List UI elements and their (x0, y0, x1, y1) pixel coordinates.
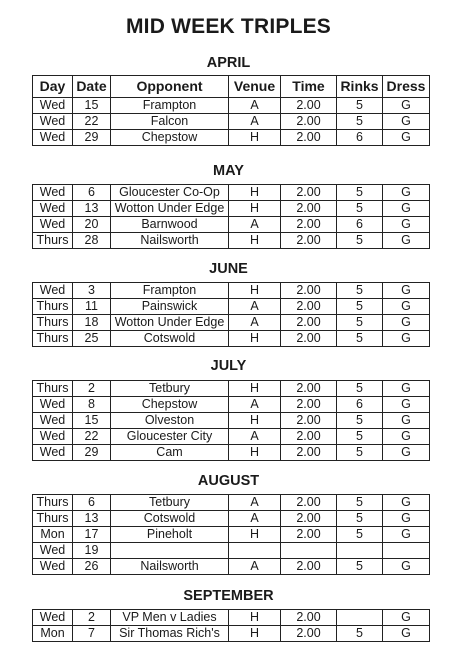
cell-time: 2.00 (281, 397, 337, 413)
cell-dress: G (383, 495, 430, 511)
cell-opponent: Tetbury (111, 381, 229, 397)
schedule-table-august (32, 494, 430, 575)
cell-time: 2.00 (281, 283, 337, 299)
cell-opponent: Falcon (111, 114, 229, 130)
cell-rinks: 5 (337, 98, 383, 114)
cell-venue: H (229, 283, 281, 299)
cell-venue: H (229, 130, 281, 146)
schedule-table-september (32, 609, 430, 642)
cell-day: Wed (33, 185, 73, 201)
cell-venue: A (229, 299, 281, 315)
cell-day: Thurs (33, 495, 73, 511)
cell-venue: H (229, 201, 281, 217)
cell-rinks: 5 (337, 626, 383, 642)
month-heading-july: JULY (210, 358, 247, 374)
cell-dress: G (383, 283, 430, 299)
cell-day: Thurs (33, 331, 73, 347)
cell-rinks: 5 (337, 283, 383, 299)
cell-day: Wed (33, 98, 73, 114)
header-rinks: Rinks (337, 76, 383, 98)
month-heading-september: SEPTEMBER (183, 588, 274, 604)
cell-dress: G (383, 233, 430, 249)
table-row (33, 610, 430, 626)
cell-day: Wed (33, 114, 73, 130)
cell-date: 3 (73, 283, 111, 299)
table-row (33, 185, 430, 201)
table-row (33, 429, 430, 445)
cell-venue: A (229, 495, 281, 511)
table-row (33, 217, 430, 233)
cell-opponent: Barnwood (111, 217, 229, 233)
cell-day: Wed (33, 130, 73, 146)
cell-date: 6 (73, 185, 111, 201)
cell-day: Thurs (33, 511, 73, 527)
cell-date: 22 (73, 429, 111, 445)
cell-opponent: Sir Thomas Rich's (111, 626, 229, 642)
cell-rinks: 5 (337, 429, 383, 445)
cell-dress: G (383, 511, 430, 527)
cell-rinks: 6 (337, 130, 383, 146)
cell-day: Wed (33, 559, 73, 575)
table-row (33, 233, 430, 249)
cell-rinks: 6 (337, 397, 383, 413)
cell-dress: G (383, 445, 430, 461)
header-day: Day (33, 76, 73, 98)
table-row (33, 114, 430, 130)
cell-venue: A (229, 511, 281, 527)
cell-day: Wed (33, 445, 73, 461)
cell-date: 13 (73, 511, 111, 527)
cell-day: Wed (33, 283, 73, 299)
cell-opponent: Chepstow (111, 130, 229, 146)
cell-rinks (337, 543, 383, 559)
cell-time (281, 543, 337, 559)
cell-dress: G (383, 559, 430, 575)
cell-dress: G (383, 413, 430, 429)
cell-rinks: 5 (337, 331, 383, 347)
cell-time: 2.00 (281, 381, 337, 397)
cell-time: 2.00 (281, 201, 337, 217)
cell-rinks: 5 (337, 527, 383, 543)
cell-date: 15 (73, 413, 111, 429)
cell-rinks: 5 (337, 185, 383, 201)
cell-time: 2.00 (281, 495, 337, 511)
cell-time: 2.00 (281, 130, 337, 146)
cell-dress: G (383, 315, 430, 331)
cell-venue: A (229, 559, 281, 575)
cell-rinks: 5 (337, 315, 383, 331)
cell-venue: A (229, 315, 281, 331)
cell-date: 6 (73, 495, 111, 511)
cell-time: 2.00 (281, 626, 337, 642)
table-row (33, 397, 430, 413)
cell-day: Wed (33, 413, 73, 429)
cell-opponent: Olveston (111, 413, 229, 429)
cell-dress: G (383, 217, 430, 233)
table-row (33, 495, 430, 511)
cell-time: 2.00 (281, 413, 337, 429)
cell-venue: H (229, 185, 281, 201)
cell-day: Mon (33, 626, 73, 642)
cell-rinks: 5 (337, 511, 383, 527)
cell-opponent: Gloucester Co-Op (111, 185, 229, 201)
cell-day: Thurs (33, 299, 73, 315)
cell-venue: H (229, 233, 281, 249)
schedule-table-april (32, 75, 430, 146)
table-row (33, 413, 430, 429)
cell-date: 8 (73, 397, 111, 413)
cell-opponent: Cotswold (111, 331, 229, 347)
cell-dress: G (383, 299, 430, 315)
schedule-table-may (32, 184, 430, 249)
cell-opponent: Nailsworth (111, 233, 229, 249)
cell-rinks: 5 (337, 559, 383, 575)
cell-date: 25 (73, 331, 111, 347)
cell-venue: A (229, 98, 281, 114)
cell-dress (383, 543, 430, 559)
cell-day: Wed (33, 429, 73, 445)
cell-rinks: 5 (337, 201, 383, 217)
page-title: MID WEEK TRIPLES (125, 15, 332, 38)
table-row (33, 543, 430, 559)
cell-rinks: 5 (337, 445, 383, 461)
cell-rinks: 5 (337, 495, 383, 511)
header-date: Date (73, 76, 111, 98)
table-header-row (33, 76, 430, 98)
cell-time: 2.00 (281, 98, 337, 114)
cell-date: 13 (73, 201, 111, 217)
cell-dress: G (383, 331, 430, 347)
cell-dress: G (383, 114, 430, 130)
cell-time: 2.00 (281, 299, 337, 315)
cell-venue: H (229, 626, 281, 642)
schedule-table-july (32, 380, 430, 461)
cell-day: Wed (33, 543, 73, 559)
table-row (33, 283, 430, 299)
cell-opponent: Chepstow (111, 397, 229, 413)
table-row (33, 130, 430, 146)
cell-opponent: Cotswold (111, 511, 229, 527)
header-dress: Dress (383, 76, 430, 98)
cell-time: 2.00 (281, 331, 337, 347)
cell-time: 2.00 (281, 527, 337, 543)
table-row (33, 331, 430, 347)
schedule-table-june (32, 282, 430, 347)
cell-opponent: Gloucester City (111, 429, 229, 445)
cell-rinks: 5 (337, 233, 383, 249)
cell-time: 2.00 (281, 185, 337, 201)
cell-date: 2 (73, 610, 111, 626)
cell-date: 7 (73, 626, 111, 642)
cell-dress: G (383, 626, 430, 642)
cell-rinks (337, 610, 383, 626)
cell-date: 29 (73, 130, 111, 146)
cell-venue: H (229, 610, 281, 626)
cell-time: 2.00 (281, 217, 337, 233)
cell-day: Mon (33, 527, 73, 543)
cell-dress: G (383, 397, 430, 413)
month-heading-april: APRIL (206, 55, 251, 71)
cell-rinks: 5 (337, 114, 383, 130)
cell-day: Wed (33, 217, 73, 233)
month-heading-august: AUGUST (197, 473, 260, 489)
table-row (33, 201, 430, 217)
table-row (33, 381, 430, 397)
cell-time: 2.00 (281, 114, 337, 130)
cell-day: Wed (33, 610, 73, 626)
month-heading-june: JUNE (209, 261, 248, 277)
cell-dress: G (383, 429, 430, 445)
cell-date: 19 (73, 543, 111, 559)
cell-venue: H (229, 445, 281, 461)
cell-venue: H (229, 381, 281, 397)
cell-day: Thurs (33, 381, 73, 397)
cell-rinks: 6 (337, 217, 383, 233)
cell-venue: A (229, 429, 281, 445)
cell-time: 2.00 (281, 610, 337, 626)
cell-day: Wed (33, 397, 73, 413)
cell-time: 2.00 (281, 511, 337, 527)
cell-opponent: Painswick (111, 299, 229, 315)
table-row (33, 98, 430, 114)
cell-opponent: Cam (111, 445, 229, 461)
cell-date: 29 (73, 445, 111, 461)
cell-day: Wed (33, 201, 73, 217)
cell-opponent: Frampton (111, 283, 229, 299)
cell-date: 22 (73, 114, 111, 130)
cell-opponent: Wotton Under Edge (111, 201, 229, 217)
cell-date: 20 (73, 217, 111, 233)
cell-time: 2.00 (281, 233, 337, 249)
month-heading-may: MAY (213, 163, 244, 179)
cell-venue: H (229, 527, 281, 543)
cell-dress: G (383, 527, 430, 543)
cell-day: Thurs (33, 315, 73, 331)
cell-venue: H (229, 413, 281, 429)
table-row (33, 511, 430, 527)
cell-opponent: Wotton Under Edge (111, 315, 229, 331)
cell-opponent: Pineholt (111, 527, 229, 543)
cell-time: 2.00 (281, 429, 337, 445)
cell-date: 18 (73, 315, 111, 331)
cell-date: 2 (73, 381, 111, 397)
header-opponent: Opponent (111, 76, 229, 98)
cell-venue: H (229, 331, 281, 347)
cell-rinks: 5 (337, 413, 383, 429)
header-time: Time (281, 76, 337, 98)
cell-dress: G (383, 610, 430, 626)
cell-dress: G (383, 201, 430, 217)
cell-date: 11 (73, 299, 111, 315)
cell-venue: A (229, 397, 281, 413)
table-row (33, 299, 430, 315)
table-row (33, 559, 430, 575)
header-venue: Venue (229, 76, 281, 98)
cell-dress: G (383, 98, 430, 114)
table-row (33, 626, 430, 642)
table-row (33, 527, 430, 543)
cell-date: 28 (73, 233, 111, 249)
cell-opponent: Tetbury (111, 495, 229, 511)
cell-opponent: Nailsworth (111, 559, 229, 575)
cell-time: 2.00 (281, 559, 337, 575)
cell-date: 26 (73, 559, 111, 575)
cell-date: 17 (73, 527, 111, 543)
cell-venue (229, 543, 281, 559)
cell-dress: G (383, 130, 430, 146)
cell-time: 2.00 (281, 315, 337, 331)
cell-rinks: 5 (337, 381, 383, 397)
table-row (33, 445, 430, 461)
cell-venue: A (229, 217, 281, 233)
cell-opponent: Frampton (111, 98, 229, 114)
cell-dress: G (383, 381, 430, 397)
cell-time: 2.00 (281, 445, 337, 461)
cell-dress: G (383, 185, 430, 201)
cell-venue: A (229, 114, 281, 130)
table-row (33, 315, 430, 331)
cell-rinks: 5 (337, 299, 383, 315)
cell-date: 15 (73, 98, 111, 114)
cell-opponent (111, 543, 229, 559)
cell-day: Thurs (33, 233, 73, 249)
cell-opponent: VP Men v Ladies (111, 610, 229, 626)
